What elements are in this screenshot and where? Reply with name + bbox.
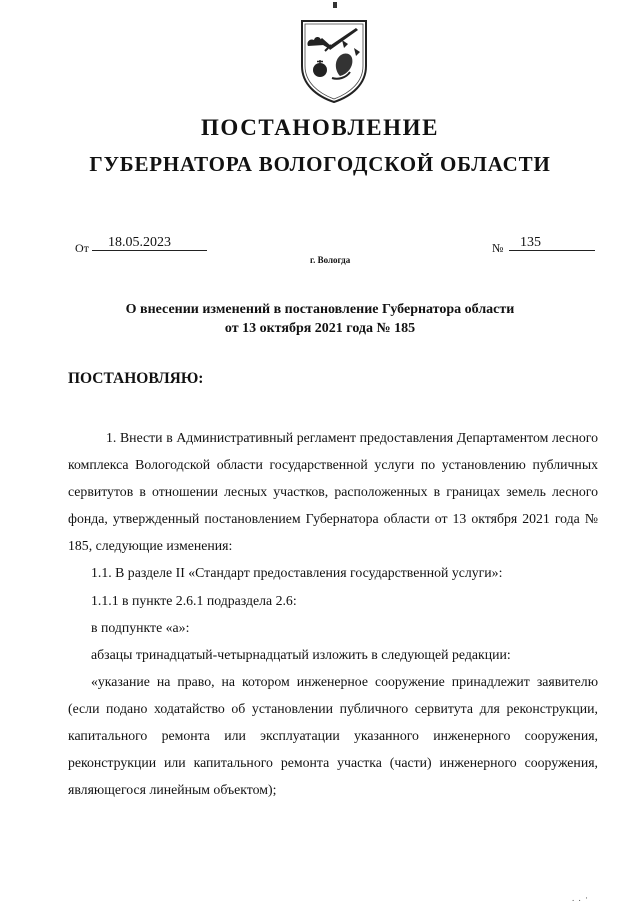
paragraph-5: абзацы тринадцатый-четырнадцатый изложить в следующей редакции: [91,646,511,662]
date-label: От [75,241,89,255]
subject-line-2: от 13 октября 2021 года № 185 [224,321,416,336]
paragraph-3: 1.1.1 в пункте 2.6.1 подраздела 2.6: [91,592,297,608]
document-subject [0,300,640,338]
scan-noise: . . · [572,893,589,903]
document-body [68,424,598,803]
document-title: ПОСТАНОВЛЕНИЕ [200,115,440,140]
document-number: 135 [509,235,595,251]
scan-mark [333,2,337,8]
number-label: № [492,241,504,255]
decree-word: ПОСТАНОВЛЯЮ: [68,370,204,387]
document-issuer: ГУБЕРНАТОРА ВОЛОГОДСКОЙ ОБЛАСТИ [89,152,551,176]
city-label: г. Вологда [310,255,351,265]
coat-of-arms-icon [298,18,370,104]
paragraph-1: 1. Внести в Административный регламент предоставления Департаментом лесного комплекса Вологодской области государственной услуги по установлению публичных сервитутов в отношении лесных участков, расположенных в границах земель лесного фонда, утвержденный постановлением Губернатора области от 13 октября 2021 года № 185, следующие изменения: [68,430,598,554]
subject-line-1: О внесении изменений в постановление Губернатора области [125,302,515,317]
document-date: 18.05.2023 [92,235,207,251]
paragraph-2: 1.1. В разделе II «Стандарт предоставления государственной услуги»: [91,565,503,581]
paragraph-4: в подпункте «а»: [91,619,190,635]
paragraph-6: «указание на право, на котором инженерное сооружение принадлежит заявителю (если подано ходатайство об установлении публичного сервитута для реконструкции, капитального ремонта или эксплуатации указанного инженерного сооружения, реконструкции или капитального ремонта участка (части) инженерного сооружения, являющегося линейным объектом); [68,673,598,798]
